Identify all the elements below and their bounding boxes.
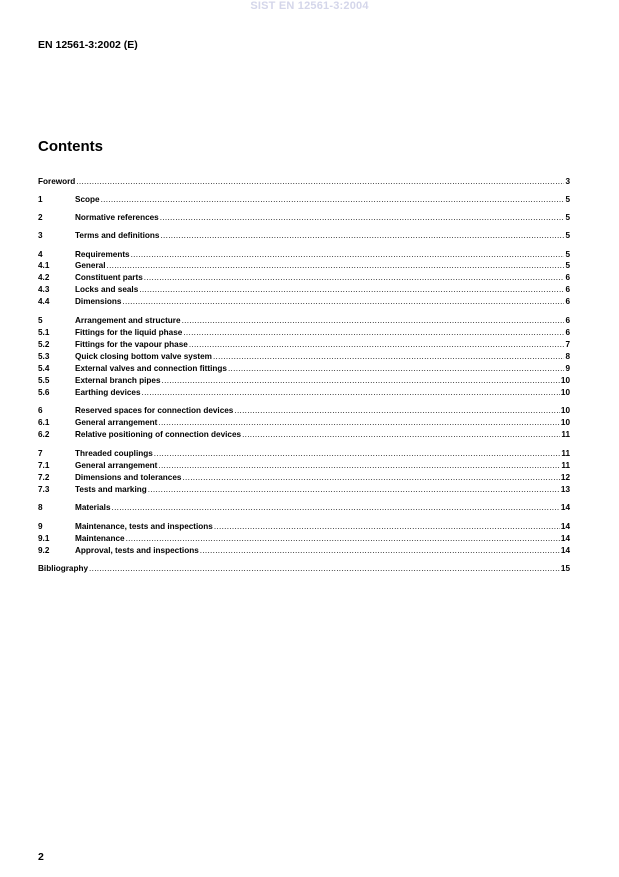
toc-dot-leader	[234, 405, 560, 416]
toc-entry[interactable]	[38, 327, 570, 338]
toc-entry-number: 4.3	[38, 285, 50, 294]
toc-dot-leader	[122, 296, 564, 307]
toc-entry-page: 5	[565, 261, 570, 270]
toc-entry-page: 11	[561, 430, 570, 439]
toc-entry[interactable]	[38, 296, 570, 307]
toc-entry-title: General arrangement	[75, 461, 158, 470]
toc-entry-number: 7.1	[38, 461, 50, 470]
toc-entry-number: 5.2	[38, 340, 50, 349]
toc-dot-leader	[154, 448, 561, 459]
toc-dot-leader	[158, 460, 560, 471]
toc-entry-number: 9.2	[38, 546, 50, 555]
toc-entry[interactable]	[38, 212, 570, 223]
toc-dot-leader	[160, 212, 565, 223]
toc-entry-title: External branch pipes	[75, 376, 161, 385]
toc-dot-leader	[183, 327, 564, 338]
toc-entry-number: 9.1	[38, 534, 50, 543]
toc-entry-page: 5	[565, 250, 570, 259]
toc-entry[interactable]	[38, 249, 570, 260]
toc-entry-number: 9	[38, 522, 43, 531]
toc-entry[interactable]	[38, 429, 570, 440]
toc-dot-leader	[228, 363, 564, 374]
toc-entry[interactable]	[38, 339, 570, 350]
toc-entry[interactable]	[38, 563, 570, 574]
toc-entry-page: 14	[560, 534, 570, 543]
toc-entry-title: Terms and definitions	[75, 231, 160, 240]
toc-entry-page: 6	[565, 316, 570, 325]
toc-entry[interactable]	[38, 521, 570, 532]
toc-entry-number: 3	[38, 231, 43, 240]
toc-dot-leader	[182, 472, 559, 483]
toc-entry-number: 5.4	[38, 364, 50, 373]
toc-entry-number: 7	[38, 449, 43, 458]
toc-entry-title: Earthing devices	[75, 388, 141, 397]
watermark: SIST EN 12561-3:2004	[250, 0, 369, 12]
toc-entry-number: 5.3	[38, 352, 50, 361]
toc-entry-page: 11	[561, 449, 570, 458]
toc-dot-leader	[213, 351, 564, 362]
toc-entry-page: 7	[565, 340, 570, 349]
toc-entry-number: 7.3	[38, 485, 50, 494]
toc-entry-title: Scope	[75, 195, 100, 204]
toc-entry-title: Approval, tests and inspections	[75, 546, 199, 555]
toc-entry[interactable]	[38, 533, 570, 544]
toc-dot-leader	[162, 375, 560, 386]
toc-entry[interactable]	[38, 260, 570, 271]
toc-entry-number: 1	[38, 195, 43, 204]
toc-entry-page: 5	[565, 195, 570, 204]
toc-dot-leader	[126, 533, 560, 544]
toc-dot-leader	[158, 417, 560, 428]
toc-entry-page: 5	[565, 213, 570, 222]
toc-entry-title: Dimensions and tolerances	[75, 473, 182, 482]
toc-dot-leader	[189, 339, 565, 350]
toc-entry-page: 9	[565, 364, 570, 373]
toc-dot-leader	[142, 387, 560, 398]
toc-entry-title: Normative references	[75, 213, 159, 222]
toc-entry-number: 4.4	[38, 297, 50, 306]
toc-entry-number: 5.6	[38, 388, 50, 397]
toc-entry-page: 10	[560, 388, 570, 397]
toc-entry-title: Dimensions	[75, 297, 122, 306]
toc-dot-leader	[182, 315, 565, 326]
toc-entry-page: 11	[561, 461, 570, 470]
toc-entry-title: Tests and marking	[75, 485, 147, 494]
toc-entry-page: 3	[565, 177, 570, 186]
toc-entry-title: Fittings for the vapour phase	[75, 340, 188, 349]
toc-entry-number: 7.2	[38, 473, 50, 482]
toc-entry-page: 10	[560, 418, 570, 427]
toc-entry-number: 8	[38, 503, 43, 512]
toc-entry-title: General arrangement	[75, 418, 158, 427]
toc-entry-page: 14	[560, 503, 570, 512]
toc-entry-page: 6	[565, 328, 570, 337]
toc-entry-number: 5.5	[38, 376, 50, 385]
toc-entry-number: 4	[38, 250, 43, 259]
toc-dot-leader	[112, 502, 560, 513]
toc-entry-number: 5	[38, 316, 43, 325]
toc-entry-title: Materials	[75, 503, 111, 512]
toc-entry[interactable]	[38, 315, 570, 326]
toc-dot-leader	[200, 545, 560, 556]
toc-dot-leader	[139, 284, 564, 295]
contents-title: Contents	[38, 138, 103, 155]
toc-entry-number: 5.1	[38, 328, 50, 337]
toc-entry[interactable]	[38, 351, 570, 362]
toc-entry-page: 10	[560, 406, 570, 415]
toc-entry[interactable]	[38, 363, 570, 374]
toc-entry-page: 6	[565, 285, 570, 294]
toc-dot-leader	[242, 429, 560, 440]
toc-entry-page: 13	[560, 485, 570, 494]
toc-entry-title: Requirements	[75, 250, 130, 259]
toc-entry-title: Maintenance, tests and inspections	[75, 522, 213, 531]
toc-entry[interactable]	[38, 405, 570, 416]
toc-entry-page: 14	[560, 522, 570, 531]
toc-dot-leader	[76, 176, 564, 187]
toc-entry-title: Maintenance	[75, 534, 125, 543]
toc-entry-page: 12	[560, 473, 570, 482]
toc-entry-title: Reserved spaces for connection devices	[75, 406, 234, 415]
toc-dot-leader	[131, 249, 565, 260]
toc-dot-leader	[144, 272, 565, 283]
toc-entry[interactable]	[38, 502, 570, 513]
toc-entry-title: Bibliography	[38, 564, 89, 573]
toc-dot-leader	[107, 260, 565, 271]
toc-entry[interactable]	[38, 417, 570, 428]
toc-entry[interactable]	[38, 375, 570, 386]
toc-entry-title: Constituent parts	[75, 273, 143, 282]
toc-entry-number: 4.1	[38, 261, 50, 270]
toc-entry-title: Locks and seals	[75, 285, 139, 294]
document-id: EN 12561-3:2002 (E)	[38, 39, 138, 51]
toc-entry-title: Foreword	[38, 177, 76, 186]
toc-entry[interactable]	[38, 545, 570, 556]
toc-entry[interactable]	[38, 460, 570, 471]
toc-entry[interactable]	[38, 472, 570, 483]
toc-entry[interactable]	[38, 387, 570, 398]
page-number: 2	[38, 851, 44, 863]
toc-entry-title: Arrangement and structure	[75, 316, 181, 325]
toc-entry[interactable]	[38, 448, 570, 459]
toc-entry-number: 2	[38, 213, 43, 222]
toc-entry-page: 6	[565, 273, 570, 282]
toc-entry[interactable]	[38, 272, 570, 283]
toc-entry-number: 6	[38, 406, 43, 415]
toc-entry-page: 14	[560, 546, 570, 555]
toc-entry-title: Quick closing bottom valve system	[75, 352, 212, 361]
toc-entry-title: External valves and connection fittings	[75, 364, 227, 373]
toc-entry-number: 6.1	[38, 418, 50, 427]
toc-dot-leader	[160, 230, 564, 241]
toc-entry-page: 6	[565, 297, 570, 306]
toc-entry-number: 6.2	[38, 430, 50, 439]
toc-entry-page: 8	[565, 352, 570, 361]
toc-entry[interactable]	[38, 230, 570, 241]
toc-entry[interactable]	[38, 284, 570, 295]
toc-dot-leader	[101, 194, 565, 205]
toc-entry-title: General	[75, 261, 106, 270]
toc-entry[interactable]	[38, 194, 570, 205]
toc-entry-title: Fittings for the liquid phase	[75, 328, 183, 337]
toc-entry-title: Threaded couplings	[75, 449, 153, 458]
toc-entry[interactable]	[38, 176, 570, 187]
toc-entry[interactable]	[38, 484, 570, 495]
toc-entry-title: Relative positioning of connection devices	[75, 430, 242, 439]
toc-dot-leader	[214, 521, 560, 532]
toc-entry-number: 4.2	[38, 273, 50, 282]
toc-dot-leader	[89, 563, 560, 574]
toc-entry-page: 10	[560, 376, 570, 385]
toc-dot-leader	[148, 484, 560, 495]
toc-entry-page: 5	[565, 231, 570, 240]
toc-entry-page: 15	[560, 564, 570, 573]
